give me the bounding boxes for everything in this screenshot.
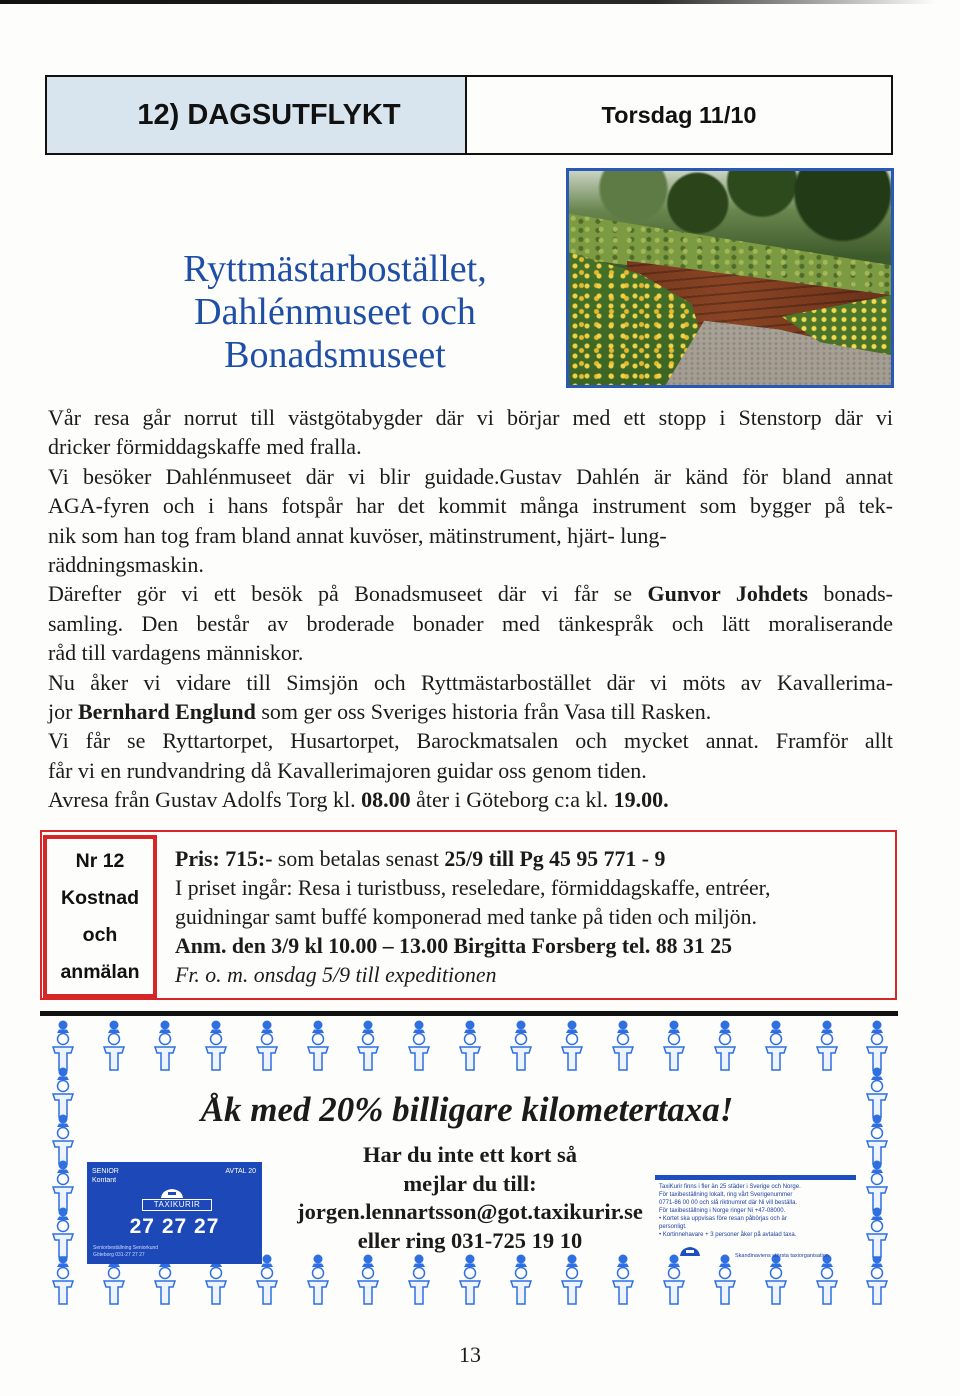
body-line [48, 491, 893, 520]
taxi-mascot-icon [50, 1160, 76, 1212]
price-booking-line [175, 874, 771, 903]
body-line [48, 462, 893, 491]
contact-email: jorgen.lennartsson@got.taxikurir.se [297, 1199, 643, 1224]
header-box [45, 75, 893, 155]
section-divider [40, 1011, 898, 1016]
taxi-mascot-icon [864, 1114, 890, 1166]
taxi-mascot-icon [406, 1020, 432, 1072]
taxi-mascot-icon [50, 1114, 76, 1166]
body-line [48, 638, 893, 667]
taxi-mascot-icon [864, 1254, 890, 1306]
text-segment: Därefter gör vi ett besök på Bonadsmuseet där vi får se [48, 581, 648, 607]
price-booking-label [43, 835, 157, 998]
taxi-mascot-icon [814, 1020, 840, 1072]
price-booking-line [175, 903, 771, 932]
taxi-mascot-icon [457, 1254, 483, 1306]
card-phone-number: 27 27 27 [129, 1215, 220, 1238]
bold-text: Gunvor Johdets [647, 581, 808, 607]
taxi-mascot-icon [610, 1020, 636, 1072]
taxi-mascot-icon [203, 1020, 229, 1072]
contact-line: Har du inte ett kort så [363, 1142, 577, 1167]
taxi-mascot-icon [50, 1207, 76, 1259]
taxi-mascot-icon [406, 1254, 432, 1306]
text-segment: råd till vardagens människor. [48, 640, 304, 666]
taxi-mascot-icon [101, 1020, 127, 1072]
taxi-mascot-icon [152, 1020, 178, 1072]
text-segment: Vi besöker Dahlénmuseet där vi blir guidade.Gustav Dahlén är känd för bland annat [48, 463, 893, 489]
taxi-mascot-icon [712, 1020, 738, 1072]
excursion-date: Torsdag 11/10 [601, 101, 757, 128]
body-line [48, 432, 893, 461]
photo-museum-cabin [566, 168, 894, 388]
text-segment: Nu åker vi vidare till Simsjön och Ryttmästarbostället där vi möts av Kavallerima- [48, 669, 893, 695]
taxi-mascot-icon [559, 1254, 585, 1306]
body-line [48, 726, 893, 755]
taxi-info-card [655, 1175, 856, 1263]
bold-text: Bernhard Englund [77, 698, 256, 724]
page-number: 13 [459, 1342, 481, 1367]
bold-text: Pris: 715:- [175, 847, 273, 871]
price-booking-details [175, 845, 771, 990]
text-segment: åter i Göteborg c:a kl. [410, 787, 614, 813]
info-card-line: personligt. [659, 1224, 687, 1230]
price-booking-line [175, 932, 771, 961]
taxi-mascot-icon [305, 1020, 331, 1072]
body-line [48, 521, 893, 550]
label-line: anmälan [60, 961, 140, 983]
excursion-title: 12) DAGSUTFLYKT [47, 77, 467, 153]
taxi-mascot-icon [254, 1020, 280, 1072]
label-line: Nr 12 [75, 850, 125, 872]
taxi-mascot-icon [661, 1020, 687, 1072]
info-card-line: • Kortinnehavare + 3 personer åker på avtalad taxa. [659, 1232, 797, 1238]
text-segment: dricker förmiddagskaffe med fralla. [48, 434, 362, 460]
text-segment: får vi en rundvandring då Kavallerimajoren guidar oss genom tiden. [48, 757, 647, 783]
label-line: Kostnad [61, 887, 139, 909]
text-segment: samling. Den består av broderade bonader med tänkespråk och lätt moraliserande [48, 610, 893, 636]
taxi-mascot-icon [457, 1020, 483, 1072]
taxi-mascot-icon [559, 1020, 585, 1072]
title-line: Dahlénmuseet och [194, 291, 476, 333]
body-line [48, 579, 893, 608]
title-line: Bonadsmuseet [224, 334, 446, 376]
text-segment: Vi får se Ryttartorpet, Husartorpet, Barockmatsalen och mycket annat. Framför allt [48, 728, 893, 754]
card-footer-line: Seniorbeställning Seniorkund [93, 1245, 159, 1251]
taxi-mascot-icon [864, 1020, 890, 1072]
car-icon [679, 1245, 701, 1257]
contact-line: mejlar du till: [403, 1170, 537, 1196]
taxi-mascot-icon [355, 1254, 381, 1306]
info-card-line: För taxibeställning i Norge ringer Ni +47-08000. [659, 1208, 786, 1214]
body-line [48, 697, 893, 726]
info-card-strip [655, 1175, 856, 1180]
taxi-mascot-icon [610, 1254, 636, 1306]
taxi-mascot-icon [508, 1254, 534, 1306]
taxi-mascot-icon [50, 1067, 76, 1119]
italic-text: Fr. o. m. onsdag 5/9 till expeditionen [175, 963, 497, 987]
card-footer [93, 1245, 158, 1259]
text-segment: bonads- [807, 581, 894, 607]
price-booking-line [175, 845, 771, 874]
body-line [48, 756, 893, 785]
text-segment: Vår resa går norrut till västgötabygder där vi börjar med ett stopp i Stenstorp där vi [48, 405, 893, 430]
body-line [48, 403, 893, 432]
body-line [48, 668, 893, 697]
body-line [48, 550, 893, 579]
card-footer-line: Göteborg 031-27 27 27 [93, 1252, 145, 1258]
senior-taxi-card [87, 1162, 262, 1264]
contact-phone: eller ring 031-725 19 10 [357, 1227, 583, 1253]
info-card-line: För taxibeställning lokalt, ring vårt Sverigenummer [659, 1192, 793, 1198]
taxi-mascot-icon [508, 1020, 534, 1072]
taxi-mascot-icon [355, 1020, 381, 1072]
text-segment: AGA-fyren och i hans fotspår har det kommit många instrument som bygger på tek- [48, 493, 893, 519]
info-card-line: • Kortet ska uppvisas före resan påbörjas och är [659, 1216, 787, 1222]
advert-contact [270, 1141, 670, 1255]
info-card-line: TaxiKurir finns i fler än 25 städer i Sverige och Norge. [659, 1184, 801, 1190]
card-type [92, 1167, 119, 1185]
taxi-mascot-icon [864, 1067, 890, 1119]
card-type-line: SENIOR [92, 1168, 119, 1175]
scan-edge [0, 0, 935, 4]
price-booking-line [175, 961, 771, 990]
taxi-mascot-icon [763, 1020, 789, 1072]
advert-headline: Åk med 20% billigare kilometertaxa! [200, 1090, 734, 1129]
text-segment: Avresa från Gustav Adolfs Torg kl. [48, 787, 362, 813]
body-line [48, 609, 893, 638]
taxi-mascot-icon [50, 1020, 76, 1072]
card-type-line: Kontant [92, 1177, 117, 1184]
body-line [48, 785, 893, 814]
bold-text: 08.00 [361, 787, 411, 813]
taxi-mascot-icon [50, 1254, 76, 1306]
title-line: Ryttmästarbostället, [183, 248, 487, 290]
text-segment: guidningar samt buffé komponerad med tanke på tiden och miljön. [175, 905, 757, 929]
label-line: och [82, 924, 118, 946]
page-title [145, 248, 525, 377]
card-agreement: AVTAL 20 [225, 1168, 256, 1175]
text-segment: I priset ingår: Resa i turistbuss, reseledare, förmiddagskaffe, entréer, [175, 876, 771, 900]
info-card-line: 0771-86 00 00 och slå riktnumret där Ni vill beställa. [659, 1200, 798, 1206]
bold-text: 25/9 till Pg 45 95 771 - 9 [444, 847, 666, 871]
taxi-mascot-icon [305, 1254, 331, 1306]
text-segment: räddningsmaskin. [48, 551, 204, 577]
text-segment: nik som han tog fram bland annat kuvöser, mätinstrument, hjärt- lung- [48, 522, 667, 548]
bold-text: Anm. den 3/9 kl 10.00 – 13.00 Birgitta Forsberg tel. 88 31 25 [175, 934, 733, 958]
body-text [48, 403, 893, 814]
text-segment: som ger oss Sveriges historia från Vasa till Rasken. [255, 698, 712, 724]
info-card-text [659, 1183, 801, 1239]
text-segment: som betalas senast [272, 847, 445, 871]
bold-text: 19.00. [613, 787, 669, 813]
price-booking-box [40, 830, 897, 1000]
taxikurir-logo: TAXIKURIR [142, 1199, 212, 1211]
info-card-footer: Skandinaviens största taxiorganisation [735, 1253, 829, 1259]
text-segment: jor [48, 698, 78, 724]
car-icon [159, 1187, 185, 1199]
taxi-mascot-icon [864, 1160, 890, 1212]
taxi-mascot-icon [864, 1207, 890, 1259]
